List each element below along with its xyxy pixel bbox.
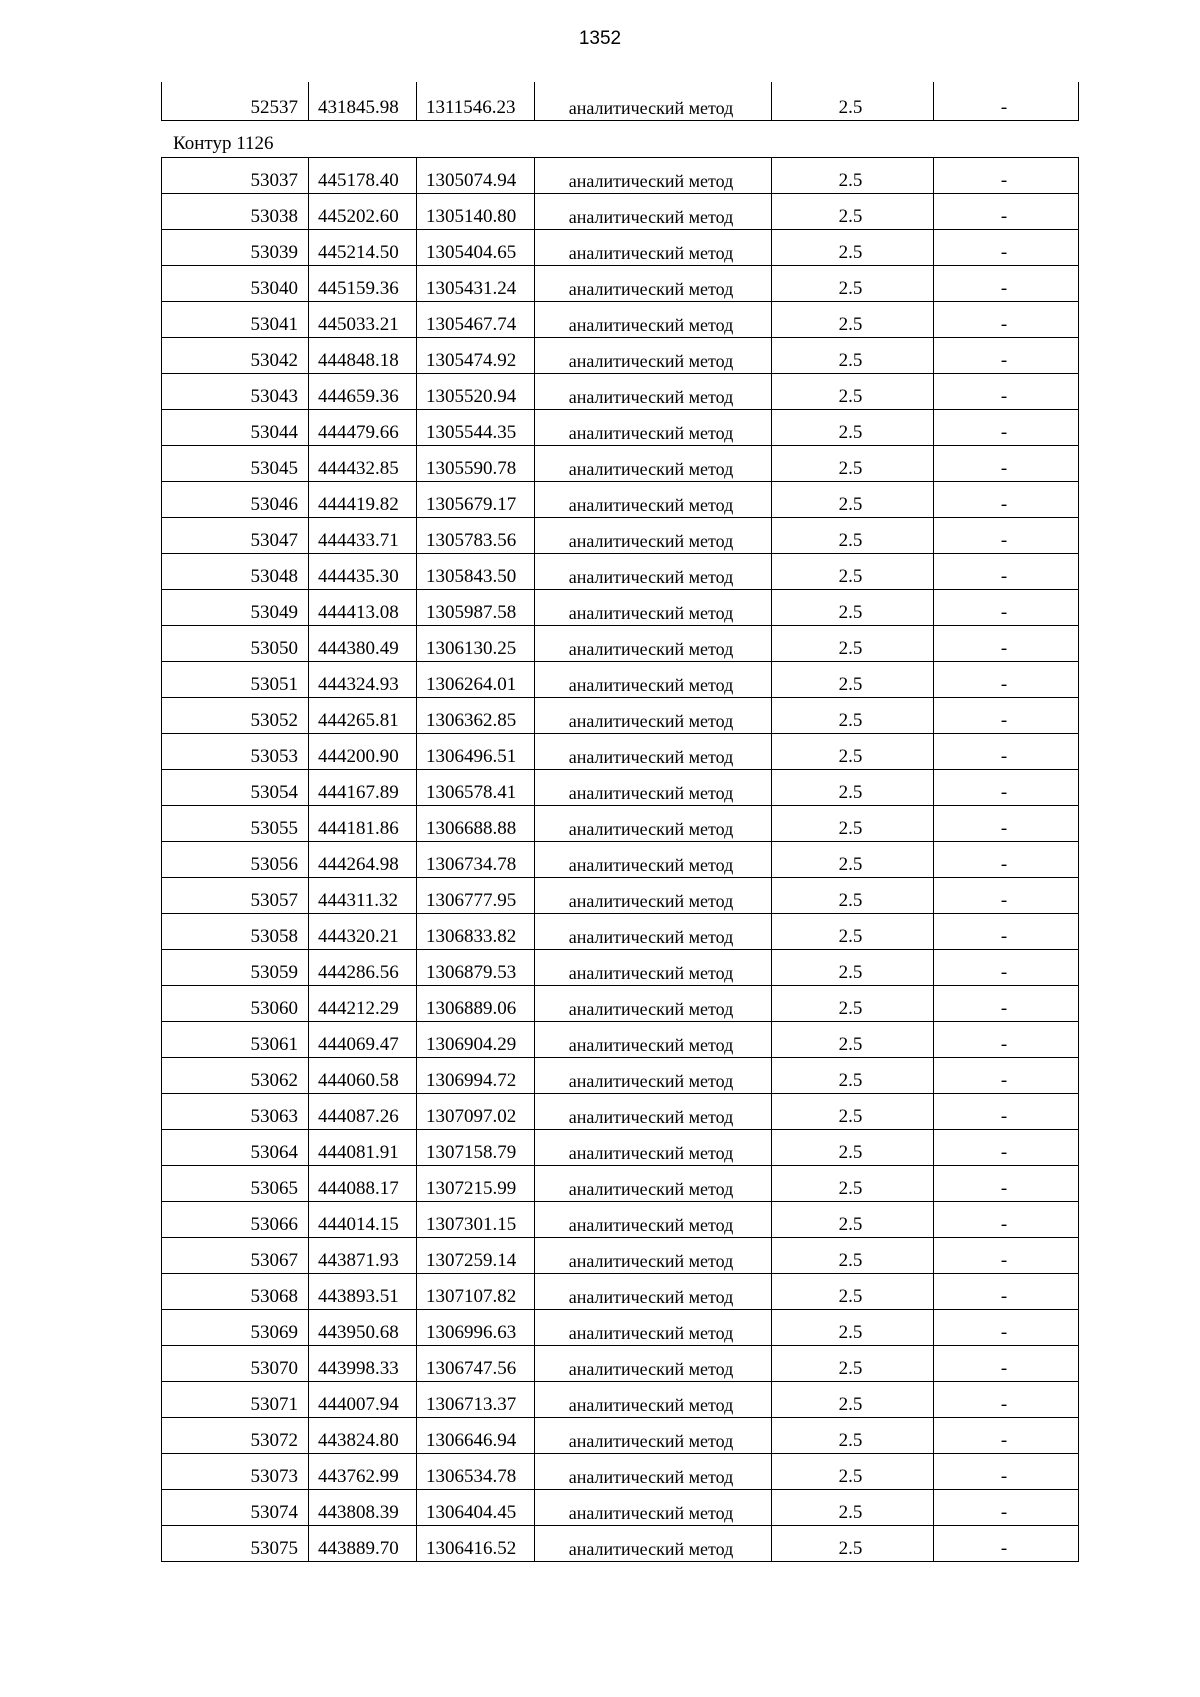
y-coordinate-cell: 1305544.35	[417, 410, 535, 446]
note-cell: -	[934, 662, 1079, 698]
point-number-cell: 53071	[162, 1382, 309, 1418]
y-coordinate-cell: 1305431.24	[417, 266, 535, 302]
point-number-cell: 53068	[162, 1274, 309, 1310]
table-row	[162, 734, 1079, 770]
y-coordinate-cell: 1305590.78	[417, 446, 535, 482]
method-cell: аналитический метод	[535, 482, 772, 518]
x-coordinate-cell: 443762.99	[309, 1454, 417, 1490]
accuracy-cell: 2.5	[772, 266, 934, 302]
note-cell: -	[934, 82, 1079, 121]
table-row	[162, 1454, 1079, 1490]
x-coordinate-cell: 444069.47	[309, 1022, 417, 1058]
y-coordinate-cell: 1305520.94	[417, 374, 535, 410]
note-cell: -	[934, 878, 1079, 914]
accuracy-cell: 2.5	[772, 1022, 934, 1058]
method-cell: аналитический метод	[535, 842, 772, 878]
table-row	[162, 374, 1079, 410]
y-coordinate-cell: 1306994.72	[417, 1058, 535, 1094]
note-cell: -	[934, 1022, 1079, 1058]
point-number-cell: 53042	[162, 338, 309, 374]
note-cell: -	[934, 1418, 1079, 1454]
x-coordinate-cell: 444060.58	[309, 1058, 417, 1094]
table-row	[162, 1490, 1079, 1526]
table-row	[162, 554, 1079, 590]
point-number-cell: 53049	[162, 590, 309, 626]
point-number-cell: 53065	[162, 1166, 309, 1202]
note-cell: -	[934, 518, 1079, 554]
point-number-cell: 53047	[162, 518, 309, 554]
point-number-cell: 53072	[162, 1418, 309, 1454]
y-coordinate-cell: 1307097.02	[417, 1094, 535, 1130]
y-coordinate-cell: 1306362.85	[417, 698, 535, 734]
y-coordinate-cell: 1305783.56	[417, 518, 535, 554]
point-number-cell: 53053	[162, 734, 309, 770]
table-row	[162, 158, 1079, 194]
x-coordinate-cell: 443824.80	[309, 1418, 417, 1454]
y-coordinate-cell: 1307107.82	[417, 1274, 535, 1310]
note-cell: -	[934, 1526, 1079, 1562]
x-coordinate-cell: 444324.93	[309, 662, 417, 698]
table-row	[162, 950, 1079, 986]
point-number-cell: 53056	[162, 842, 309, 878]
accuracy-cell: 2.5	[772, 806, 934, 842]
accuracy-cell: 2.5	[772, 1094, 934, 1130]
point-number-cell: 53041	[162, 302, 309, 338]
x-coordinate-cell: 444265.81	[309, 698, 417, 734]
point-number-cell: 53037	[162, 158, 309, 194]
note-cell: -	[934, 554, 1079, 590]
accuracy-cell: 2.5	[772, 698, 934, 734]
method-cell: аналитический метод	[535, 770, 772, 806]
x-coordinate-cell: 444311.32	[309, 878, 417, 914]
point-number-cell: 53074	[162, 1490, 309, 1526]
x-coordinate-cell: 445159.36	[309, 266, 417, 302]
point-number-cell: 53048	[162, 554, 309, 590]
point-number-cell: 53038	[162, 194, 309, 230]
x-coordinate-cell: 444659.36	[309, 374, 417, 410]
x-coordinate-cell: 444479.66	[309, 410, 417, 446]
method-cell: аналитический метод	[535, 266, 772, 302]
y-coordinate-cell: 1305140.80	[417, 194, 535, 230]
note-cell: -	[934, 1238, 1079, 1274]
y-coordinate-cell: 1305074.94	[417, 158, 535, 194]
accuracy-cell: 2.5	[772, 1130, 934, 1166]
x-coordinate-cell: 445214.50	[309, 230, 417, 266]
table-row	[162, 266, 1079, 302]
accuracy-cell: 2.5	[772, 158, 934, 194]
y-coordinate-cell: 1305467.74	[417, 302, 535, 338]
x-coordinate-cell: 443893.51	[309, 1274, 417, 1310]
note-cell: -	[934, 1094, 1079, 1130]
method-cell: аналитический метод	[535, 374, 772, 410]
note-cell: -	[934, 770, 1079, 806]
table-row	[162, 338, 1079, 374]
method-cell: аналитический метод	[535, 590, 772, 626]
accuracy-cell: 2.5	[772, 374, 934, 410]
accuracy-cell: 2.5	[772, 878, 934, 914]
note-cell: -	[934, 1130, 1079, 1166]
accuracy-cell: 2.5	[772, 626, 934, 662]
point-number-cell: 53057	[162, 878, 309, 914]
method-cell: аналитический метод	[535, 1238, 772, 1274]
point-number-cell: 53067	[162, 1238, 309, 1274]
point-number-cell: 53054	[162, 770, 309, 806]
x-coordinate-cell: 444286.56	[309, 950, 417, 986]
point-number-cell: 53059	[162, 950, 309, 986]
method-cell: аналитический метод	[535, 410, 772, 446]
accuracy-cell: 2.5	[772, 1058, 934, 1094]
table-row	[162, 1166, 1079, 1202]
x-coordinate-cell: 444320.21	[309, 914, 417, 950]
x-coordinate-cell: 444419.82	[309, 482, 417, 518]
accuracy-cell: 2.5	[772, 914, 934, 950]
point-number-cell: 53050	[162, 626, 309, 662]
method-cell: аналитический метод	[535, 698, 772, 734]
accuracy-cell: 2.5	[772, 1202, 934, 1238]
accuracy-cell: 2.5	[772, 1166, 934, 1202]
x-coordinate-cell: 444848.18	[309, 338, 417, 374]
accuracy-cell: 2.5	[772, 482, 934, 518]
accuracy-cell: 2.5	[772, 986, 934, 1022]
y-coordinate-cell: 1306904.29	[417, 1022, 535, 1058]
x-coordinate-cell: 443808.39	[309, 1490, 417, 1526]
x-coordinate-cell: 443998.33	[309, 1346, 417, 1382]
point-number-cell: 53044	[162, 410, 309, 446]
x-coordinate-cell: 445202.60	[309, 194, 417, 230]
note-cell: -	[934, 302, 1079, 338]
table-row	[162, 698, 1079, 734]
x-coordinate-cell: 444264.98	[309, 842, 417, 878]
method-cell: аналитический метод	[535, 1454, 772, 1490]
table-row	[162, 1202, 1079, 1238]
accuracy-cell: 2.5	[772, 1418, 934, 1454]
accuracy-cell: 2.5	[772, 518, 934, 554]
accuracy-cell: 2.5	[772, 734, 934, 770]
accuracy-cell: 2.5	[772, 1490, 934, 1526]
point-number-cell: 53063	[162, 1094, 309, 1130]
point-number-cell: 53055	[162, 806, 309, 842]
x-coordinate-cell: 444212.29	[309, 986, 417, 1022]
x-coordinate-cell: 444433.71	[309, 518, 417, 554]
table-row	[162, 806, 1079, 842]
accuracy-cell: 2.5	[772, 230, 934, 266]
y-coordinate-cell: 1306130.25	[417, 626, 535, 662]
y-coordinate-cell: 1306713.37	[417, 1382, 535, 1418]
y-coordinate-cell: 1306646.94	[417, 1418, 535, 1454]
method-cell: аналитический метод	[535, 1490, 772, 1526]
note-cell: -	[934, 1166, 1079, 1202]
method-cell: аналитический метод	[535, 1526, 772, 1562]
point-number-cell: 53039	[162, 230, 309, 266]
table-row	[162, 194, 1079, 230]
x-coordinate-cell: 444167.89	[309, 770, 417, 806]
x-coordinate-cell: 431845.98	[309, 82, 417, 121]
y-coordinate-cell: 1306889.06	[417, 986, 535, 1022]
accuracy-cell: 2.5	[772, 446, 934, 482]
method-cell: аналитический метод	[535, 518, 772, 554]
point-number-cell: 53058	[162, 914, 309, 950]
y-coordinate-cell: 1306747.56	[417, 1346, 535, 1382]
note-cell: -	[934, 1310, 1079, 1346]
table-row	[162, 1418, 1079, 1454]
accuracy-cell: 2.5	[772, 1238, 934, 1274]
x-coordinate-cell: 444380.49	[309, 626, 417, 662]
x-coordinate-cell: 444200.90	[309, 734, 417, 770]
accuracy-cell: 2.5	[772, 82, 934, 121]
table-row	[162, 626, 1079, 662]
x-coordinate-cell: 444181.86	[309, 806, 417, 842]
table-row	[162, 518, 1079, 554]
contour-label: Контур 1126	[173, 133, 274, 154]
accuracy-cell: 2.5	[772, 1382, 934, 1418]
table-row	[162, 82, 1079, 121]
y-coordinate-cell: 1305679.17	[417, 482, 535, 518]
y-coordinate-cell: 1307158.79	[417, 1130, 535, 1166]
method-cell: аналитический метод	[535, 1022, 772, 1058]
method-cell: аналитический метод	[535, 662, 772, 698]
table-row	[162, 302, 1079, 338]
table-row	[162, 914, 1079, 950]
method-cell: аналитический метод	[535, 158, 772, 194]
accuracy-cell: 2.5	[772, 410, 934, 446]
point-number-cell: 53069	[162, 1310, 309, 1346]
x-coordinate-cell: 444413.08	[309, 590, 417, 626]
accuracy-cell: 2.5	[772, 554, 934, 590]
note-cell: -	[934, 1454, 1079, 1490]
y-coordinate-cell: 1307215.99	[417, 1166, 535, 1202]
point-number-cell: 53061	[162, 1022, 309, 1058]
x-coordinate-cell: 444432.85	[309, 446, 417, 482]
point-number-cell: 53070	[162, 1346, 309, 1382]
accuracy-cell: 2.5	[772, 1274, 934, 1310]
table-row	[162, 482, 1079, 518]
method-cell: аналитический метод	[535, 1274, 772, 1310]
y-coordinate-cell: 1306833.82	[417, 914, 535, 950]
note-cell: -	[934, 806, 1079, 842]
note-cell: -	[934, 230, 1079, 266]
method-cell: аналитический метод	[535, 1310, 772, 1346]
y-coordinate-cell: 1305843.50	[417, 554, 535, 590]
x-coordinate-cell: 444088.17	[309, 1166, 417, 1202]
point-number-cell: 53064	[162, 1130, 309, 1166]
method-cell: аналитический метод	[535, 1382, 772, 1418]
table-row	[162, 1310, 1079, 1346]
note-cell: -	[934, 626, 1079, 662]
page-number: 1352	[578, 28, 622, 49]
table-row	[162, 770, 1079, 806]
point-number-cell: 53051	[162, 662, 309, 698]
note-cell: -	[934, 446, 1079, 482]
note-cell: -	[934, 410, 1079, 446]
coordinates-table	[161, 157, 1079, 1562]
note-cell: -	[934, 1274, 1079, 1310]
note-cell: -	[934, 1346, 1079, 1382]
table-row	[162, 1526, 1079, 1562]
table-row	[162, 842, 1079, 878]
table-row	[162, 410, 1079, 446]
method-cell: аналитический метод	[535, 1418, 772, 1454]
y-coordinate-cell: 1306777.95	[417, 878, 535, 914]
x-coordinate-cell: 444081.91	[309, 1130, 417, 1166]
method-cell: аналитический метод	[535, 806, 772, 842]
coordinates-table-continued	[161, 82, 1079, 121]
method-cell: аналитический метод	[535, 554, 772, 590]
accuracy-cell: 2.5	[772, 1346, 934, 1382]
note-cell: -	[934, 266, 1079, 302]
note-cell: -	[934, 1382, 1079, 1418]
method-cell: аналитический метод	[535, 1166, 772, 1202]
y-coordinate-cell: 1305474.92	[417, 338, 535, 374]
table-row	[162, 1094, 1079, 1130]
y-coordinate-cell: 1306496.51	[417, 734, 535, 770]
method-cell: аналитический метод	[535, 1058, 772, 1094]
accuracy-cell: 2.5	[772, 842, 934, 878]
table-row	[162, 878, 1079, 914]
point-number-cell: 53045	[162, 446, 309, 482]
accuracy-cell: 2.5	[772, 662, 934, 698]
table-row	[162, 1022, 1079, 1058]
note-cell: -	[934, 1202, 1079, 1238]
x-coordinate-cell: 444087.26	[309, 1094, 417, 1130]
method-cell: аналитический метод	[535, 194, 772, 230]
y-coordinate-cell: 1307259.14	[417, 1238, 535, 1274]
y-coordinate-cell: 1311546.23	[417, 82, 535, 121]
accuracy-cell: 2.5	[772, 338, 934, 374]
point-number-cell: 53046	[162, 482, 309, 518]
method-cell: аналитический метод	[535, 950, 772, 986]
accuracy-cell: 2.5	[772, 950, 934, 986]
point-number-cell: 53040	[162, 266, 309, 302]
note-cell: -	[934, 950, 1079, 986]
table-row	[162, 230, 1079, 266]
coordinates-table-continued-body	[162, 82, 1079, 121]
table-row	[162, 662, 1079, 698]
x-coordinate-cell: 444435.30	[309, 554, 417, 590]
note-cell: -	[934, 590, 1079, 626]
table-row	[162, 986, 1079, 1022]
method-cell: аналитический метод	[535, 626, 772, 662]
y-coordinate-cell: 1306404.45	[417, 1490, 535, 1526]
y-coordinate-cell: 1305987.58	[417, 590, 535, 626]
table-row	[162, 1274, 1079, 1310]
note-cell: -	[934, 338, 1079, 374]
accuracy-cell: 2.5	[772, 194, 934, 230]
x-coordinate-cell: 443950.68	[309, 1310, 417, 1346]
y-coordinate-cell: 1307301.15	[417, 1202, 535, 1238]
y-coordinate-cell: 1306879.53	[417, 950, 535, 986]
point-number-cell: 53060	[162, 986, 309, 1022]
note-cell: -	[934, 374, 1079, 410]
table-row	[162, 1238, 1079, 1274]
accuracy-cell: 2.5	[772, 770, 934, 806]
note-cell: -	[934, 194, 1079, 230]
accuracy-cell: 2.5	[772, 1526, 934, 1562]
note-cell: -	[934, 158, 1079, 194]
method-cell: аналитический метод	[535, 734, 772, 770]
note-cell: -	[934, 698, 1079, 734]
note-cell: -	[934, 986, 1079, 1022]
y-coordinate-cell: 1306688.88	[417, 806, 535, 842]
table-row	[162, 1058, 1079, 1094]
table-row	[162, 590, 1079, 626]
method-cell: аналитический метод	[535, 446, 772, 482]
x-coordinate-cell: 444014.15	[309, 1202, 417, 1238]
method-cell: аналитический метод	[535, 914, 772, 950]
x-coordinate-cell: 444007.94	[309, 1382, 417, 1418]
y-coordinate-cell: 1306264.01	[417, 662, 535, 698]
y-coordinate-cell: 1306416.52	[417, 1526, 535, 1562]
x-coordinate-cell: 445178.40	[309, 158, 417, 194]
point-number-cell: 53052	[162, 698, 309, 734]
note-cell: -	[934, 914, 1079, 950]
note-cell: -	[934, 482, 1079, 518]
point-number-cell: 53073	[162, 1454, 309, 1490]
method-cell: аналитический метод	[535, 1130, 772, 1166]
y-coordinate-cell: 1306996.63	[417, 1310, 535, 1346]
accuracy-cell: 2.5	[772, 302, 934, 338]
x-coordinate-cell: 443889.70	[309, 1526, 417, 1562]
table-row	[162, 1382, 1079, 1418]
method-cell: аналитический метод	[535, 302, 772, 338]
y-coordinate-cell: 1305404.65	[417, 230, 535, 266]
note-cell: -	[934, 842, 1079, 878]
x-coordinate-cell: 445033.21	[309, 302, 417, 338]
point-number-cell: 53062	[162, 1058, 309, 1094]
accuracy-cell: 2.5	[772, 1454, 934, 1490]
method-cell: аналитический метод	[535, 1346, 772, 1382]
point-number-cell: 52537	[162, 82, 309, 121]
method-cell: аналитический метод	[535, 1094, 772, 1130]
table-row	[162, 1130, 1079, 1166]
method-cell: аналитический метод	[535, 1202, 772, 1238]
accuracy-cell: 2.5	[772, 1310, 934, 1346]
point-number-cell: 53043	[162, 374, 309, 410]
note-cell: -	[934, 1490, 1079, 1526]
table-row	[162, 1346, 1079, 1382]
method-cell: аналитический метод	[535, 82, 772, 121]
y-coordinate-cell: 1306534.78	[417, 1454, 535, 1490]
point-number-cell: 53075	[162, 1526, 309, 1562]
accuracy-cell: 2.5	[772, 590, 934, 626]
method-cell: аналитический метод	[535, 338, 772, 374]
y-coordinate-cell: 1306578.41	[417, 770, 535, 806]
table-row	[162, 446, 1079, 482]
x-coordinate-cell: 443871.93	[309, 1238, 417, 1274]
note-cell: -	[934, 1058, 1079, 1094]
method-cell: аналитический метод	[535, 878, 772, 914]
method-cell: аналитический метод	[535, 230, 772, 266]
note-cell: -	[934, 734, 1079, 770]
y-coordinate-cell: 1306734.78	[417, 842, 535, 878]
coordinates-table-body	[162, 158, 1079, 1562]
point-number-cell: 53066	[162, 1202, 309, 1238]
method-cell: аналитический метод	[535, 986, 772, 1022]
